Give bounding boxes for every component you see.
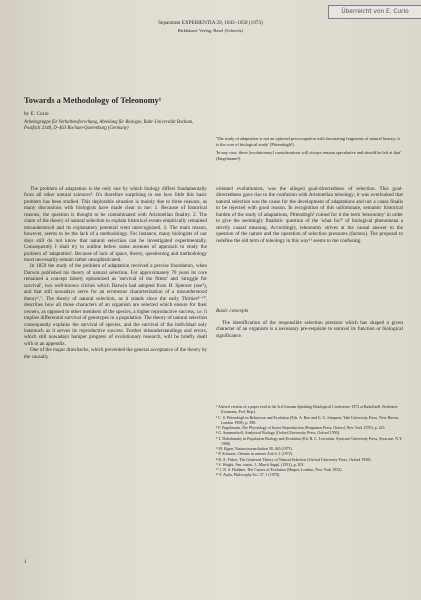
basic-concepts-text [216,320,403,339]
body-paragraph: The identification of the responsible selection pressure which has shaped a given character of an organism is a necessary pre-requisite to unravel its function or biological significance. [216,320,403,339]
page-number: 1 [24,560,27,565]
footnote: ⁷ P. Schuster, Chemie in unserer Zeit 6, 1 (1972). [216,451,293,457]
left-column [24,186,207,360]
right-column [216,186,403,244]
body-paragraph: oriented evolutionists, was the alleged goal-directedness of selection. This goal-directedness gave rise to the confusion with Aristotelian teleology; it was overlooked that natural selection was the cause for the development of adaptations and not a causa finalis to be rejected with good reason. In recognition of this unfortunate, semantic historical burden of the study of adaptations, Pittendrigh² coined for it the term 'teleonomy' in order to give the seemingly finalistic question of the 'what for?' of biological phenomena a strictly causal meaning. Accordingly, teleonomy strives at the causal answer to the question of the nature and the operation of selection pressures (factors). The proposal to redefine the old term of teleology in this way¹¹ seems to me confusing. [216,186,403,244]
footnote: ⁴ G. Sommerhoff, Analytical Biology (Oxford University Press, Oxford 1950). [216,430,340,436]
footnote: ² C. S. Pittendrigh in Behaviour and Evolution (Eds. A. Roe and G. G. Simpson; Yale University Press, New Haven, London 1958), p. 390. [216,414,399,425]
body-paragraph: In 1859 the study of the problem of adaptation received a precise foundation, when Darwin published his theory of natural selection. For approximately 70 years its core remained a concept falsely epitomized as 'survival of the fittest' and 'struggle for survival', two well-known clichés which Darwin had adopted from H. Spencer (see⁵), and that still nowadays serve for an erroneous characterization of a misunderstood theory⁶,⁷. The theory of natural selection, as it stands since the early Thirties⁸⁻¹⁰, describes how all those characters of an organism are selected which ensure for their owners, as opposed to other members of the species, a higher reproductive success, i.e. it implies differential survival of genotypes in a population. The theory of natural selection consequently explains the survival of species, and the survival of the individual only inasmuch as it serves its reproductive success. Further misunderstandings and errors, which still nowadays hamper progress of evolutionary research, will be briefly dealt with in an appendix. [24,263,207,347]
footnotes [216,404,403,478]
author: by E. Curio [24,111,49,117]
footnote: ⁵ T. Dobzhansky in Population Biology and Evolution (Ed. R. C. Lewontin; Syracuse University Press, Syracuse, N.Y. 1968). [216,435,403,446]
epigraph-quote: 'In any case, these [evolutionary] considerations will always remain speculative and should be left at that' (Engelmann³). [216,150,401,161]
affiliation: Arbeitsgruppe für Verhaltensforschung, Abteilung für Biologie, Ruhr-Universität Bochum, Postfach 2148, D–463 Bochum-Querenburg (Germany) [24,120,194,132]
footnote: ¹¹ F. Ayala, Philosophy Sci. 37, 1 (1970). [216,472,281,478]
footnote: ¹ Altered version of a paper read at the 3rd German Speaking Ethological Conference 1972 at Radolfzell, Bodensee (Germany, Fed. Rep.). [216,404,398,415]
footnote: ⁶ M. Eigen, Naturwissenschaften 58, 465 (1971). [216,446,294,451]
footnote: ⁹ S. Wright, Am. statist. J., March Suppl. (1931), p. 201. [216,461,305,467]
paper-title: Towards a Methodology of Teleonomy¹ [24,96,162,105]
footnote: ¹⁰ J. B. S. Haldane, The Causes of Evolution (Harper, London, New York 1932). [216,467,343,472]
section-heading: Basic concepts [216,308,249,314]
body-paragraph: The problem of adaptation is the only one by which biology differs fundamentally from all other natural sciences⁴. It's therefore surprising to see how little this basic problem has been studied. This deplorable situation is mainly due to three reasons, as many discussions with biologists have made clear to me: 1. Because of historical reasons, the question is thought to be contaminated with Aristotelian finality. 2. The claim of the theory of natural selection to explain historical events empirically remained misunderstood and its explanatory potential went unrecognized. 3. The main reason, however, seems to be the lack of a methodology. For instance, many biologists of our days still do not know that natural selection can be investigated experimentally. Consequently I shall try to outline below some avenues of approach to study the problem of 'adaptation'. Because of lack of space, theory, questioning and methodology must necessarily remain rather unsophisticated. [24,186,207,263]
epigraph-quotes [216,136,402,164]
publisher-header: Birkhäuser Verlag, Basel (Schweiz) [177,28,244,33]
body-paragraph: One of the major drawbacks, which prevented the general acceptance of the theory by the causally [24,347,207,360]
journal-header: Separatum EXPERIENTIA 29, 1043–1058 (1973) [158,20,263,26]
footnote: ³ F. Engelmann, The Physiology of Insect Reproduction (Pergamon Press, Oxford, New York 1970), p. 223. [216,425,386,430]
footnote: ⁸ R. A. Fisher, The Genetical Theory of Natural Selection (Oxford University Press, Oxford 1930). [216,456,372,462]
dedication-stamp: Überreicht von E. Curio [328,5,421,19]
epigraph-quote: 'The study of adaptation is not an optional preoccupation with fascinating fragments of natural history; it is the core of biological study' (Pittendrigh²). [216,136,400,147]
